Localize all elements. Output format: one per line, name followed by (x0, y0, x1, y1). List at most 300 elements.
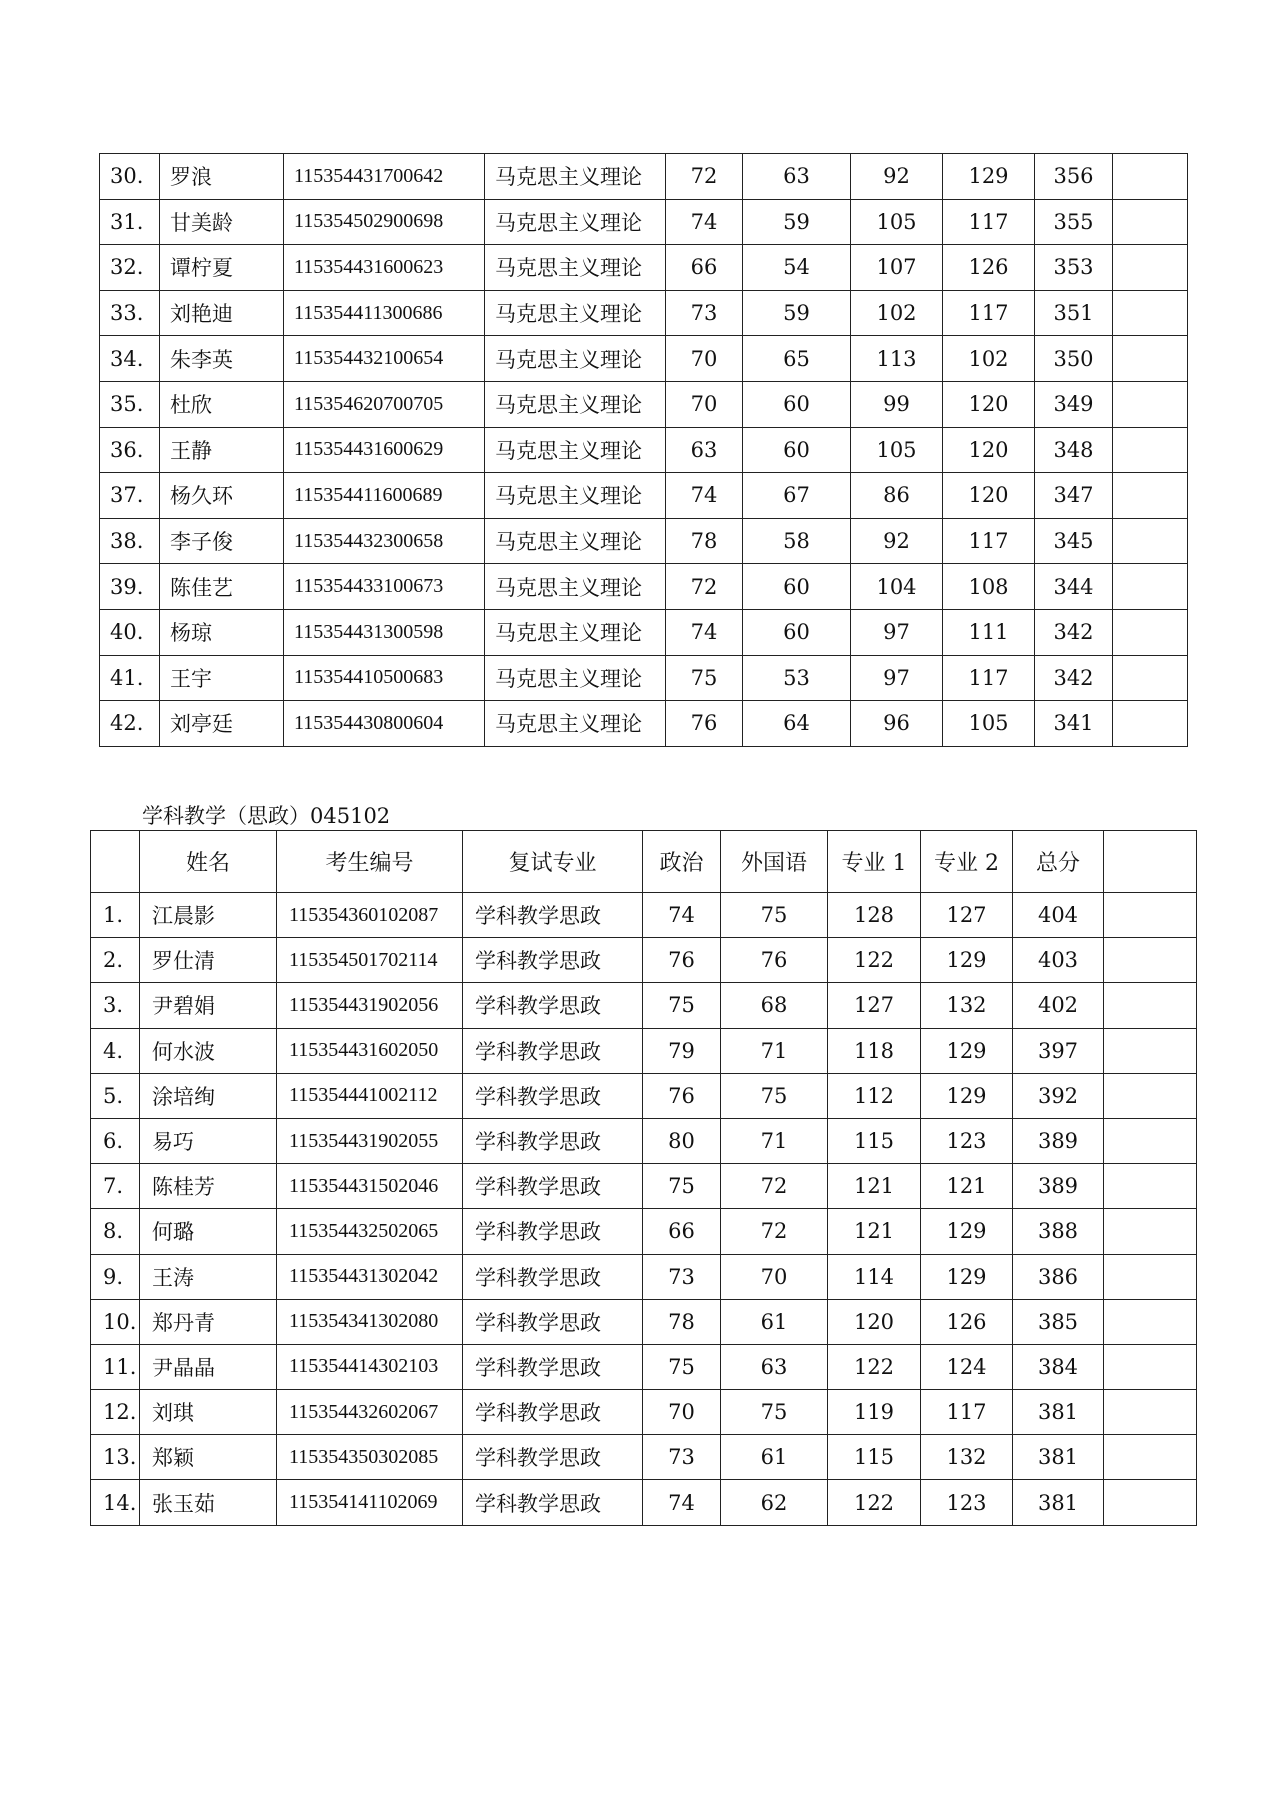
cell-major1: 97 (851, 655, 943, 701)
cell-major: 马克思主义理论 (485, 290, 666, 336)
cell-no: 3. (91, 983, 140, 1028)
table-header-row (91, 831, 1197, 893)
cell-id: 115354432100654 (284, 336, 485, 382)
cell-politics: 73 (643, 1435, 721, 1480)
cell-id: 115354341302080 (277, 1299, 463, 1344)
cell-major2: 120 (943, 381, 1035, 427)
table-row (91, 1028, 1197, 1073)
cell-major: 学科教学思政 (463, 1480, 643, 1525)
table-row (91, 1344, 1197, 1389)
cell-note (1104, 1118, 1197, 1163)
header-foreign: 外国语 (721, 831, 828, 893)
cell-id: 115354431602050 (277, 1028, 463, 1073)
cell-id: 115354431600623 (284, 245, 485, 291)
cell-major: 学科教学思政 (463, 1254, 643, 1299)
table-row (91, 938, 1197, 983)
cell-total: 341 (1035, 701, 1113, 747)
cell-foreign: 60 (743, 609, 851, 655)
cell-major: 学科教学思政 (463, 1435, 643, 1480)
cell-foreign: 76 (721, 938, 828, 983)
cell-note (1113, 518, 1188, 564)
cell-name: 刘艳迪 (160, 290, 284, 336)
cell-no: 12. (91, 1390, 140, 1435)
marxism-score-table (99, 153, 1188, 747)
table-row (91, 1209, 1197, 1254)
cell-politics: 73 (643, 1254, 721, 1299)
cell-id: 115354410500683 (284, 655, 485, 701)
cell-major2: 108 (943, 564, 1035, 610)
cell-major: 马克思主义理论 (485, 381, 666, 427)
cell-major1: 97 (851, 609, 943, 655)
cell-major2: 129 (921, 938, 1013, 983)
cell-total: 381 (1013, 1390, 1104, 1435)
cell-major: 马克思主义理论 (485, 609, 666, 655)
cell-note (1104, 938, 1197, 983)
cell-major2: 117 (943, 199, 1035, 245)
cell-total: 344 (1035, 564, 1113, 610)
cell-id: 115354431502046 (277, 1164, 463, 1209)
cell-major: 马克思主义理论 (485, 473, 666, 519)
cell-total: 345 (1035, 518, 1113, 564)
cell-name: 罗浪 (160, 154, 284, 200)
cell-no: 42. (100, 701, 160, 747)
cell-major1: 112 (828, 1073, 921, 1118)
cell-no: 14. (91, 1480, 140, 1525)
cell-note (1113, 290, 1188, 336)
cell-foreign: 65 (743, 336, 851, 382)
cell-politics: 79 (643, 1028, 721, 1073)
table-row (100, 427, 1188, 473)
cell-major2: 126 (943, 245, 1035, 291)
cell-politics: 76 (666, 701, 743, 747)
cell-major2: 120 (943, 427, 1035, 473)
cell-name: 尹碧娟 (140, 983, 277, 1028)
cell-politics: 70 (643, 1390, 721, 1435)
cell-name: 王静 (160, 427, 284, 473)
cell-name: 涂培绚 (140, 1073, 277, 1118)
cell-major1: 122 (828, 938, 921, 983)
cell-major: 学科教学思政 (463, 983, 643, 1028)
cell-major2: 105 (943, 701, 1035, 747)
cell-politics: 74 (643, 893, 721, 938)
header-total: 总分 (1013, 831, 1104, 893)
cell-major1: 121 (828, 1164, 921, 1209)
header-no (91, 831, 140, 893)
cell-politics: 63 (666, 427, 743, 473)
cell-major: 学科教学思政 (463, 1073, 643, 1118)
cell-no: 36. (100, 427, 160, 473)
cell-major2: 117 (921, 1390, 1013, 1435)
cell-total: 347 (1035, 473, 1113, 519)
cell-major: 学科教学思政 (463, 1164, 643, 1209)
cell-major1: 107 (851, 245, 943, 291)
cell-foreign: 62 (721, 1480, 828, 1525)
cell-no: 6. (91, 1118, 140, 1163)
cell-no: 2. (91, 938, 140, 983)
cell-major1: 102 (851, 290, 943, 336)
cell-total: 353 (1035, 245, 1113, 291)
cell-total: 389 (1013, 1164, 1104, 1209)
cell-total: 349 (1035, 381, 1113, 427)
table-row (91, 1254, 1197, 1299)
cell-foreign: 68 (721, 983, 828, 1028)
cell-total: 356 (1035, 154, 1113, 200)
table-row (100, 336, 1188, 382)
header-major1: 专业 1 (828, 831, 921, 893)
cell-politics: 70 (666, 381, 743, 427)
cell-total: 392 (1013, 1073, 1104, 1118)
cell-major1: 114 (828, 1254, 921, 1299)
cell-name: 刘亭廷 (160, 701, 284, 747)
cell-major: 学科教学思政 (463, 893, 643, 938)
cell-id: 115354430800604 (284, 701, 485, 747)
cell-no: 38. (100, 518, 160, 564)
cell-major1: 113 (851, 336, 943, 382)
cell-note (1113, 199, 1188, 245)
cell-id: 115354411300686 (284, 290, 485, 336)
cell-foreign: 53 (743, 655, 851, 701)
cell-major1: 122 (828, 1344, 921, 1389)
table-row (100, 518, 1188, 564)
cell-foreign: 72 (721, 1164, 828, 1209)
header-major2: 专业 2 (921, 831, 1013, 893)
cell-major: 马克思主义理论 (485, 245, 666, 291)
cell-politics: 72 (666, 154, 743, 200)
cell-major2: 123 (921, 1480, 1013, 1525)
cell-id: 115354431600629 (284, 427, 485, 473)
cell-total: 381 (1013, 1435, 1104, 1480)
cell-name: 何璐 (140, 1209, 277, 1254)
cell-major: 学科教学思政 (463, 1028, 643, 1073)
table-row (100, 199, 1188, 245)
cell-no: 10. (91, 1299, 140, 1344)
cell-note (1104, 1073, 1197, 1118)
cell-major2: 111 (943, 609, 1035, 655)
cell-politics: 74 (666, 473, 743, 519)
cell-name: 杜欣 (160, 381, 284, 427)
cell-note (1104, 1254, 1197, 1299)
cell-id: 115354441002112 (277, 1073, 463, 1118)
cell-id: 115354431300598 (284, 609, 485, 655)
cell-major2: 117 (943, 655, 1035, 701)
cell-politics: 74 (666, 199, 743, 245)
cell-total: 397 (1013, 1028, 1104, 1073)
cell-name: 朱李英 (160, 336, 284, 382)
cell-major: 马克思主义理论 (485, 701, 666, 747)
cell-foreign: 64 (743, 701, 851, 747)
cell-total: 355 (1035, 199, 1113, 245)
cell-note (1113, 381, 1188, 427)
cell-total: 348 (1035, 427, 1113, 473)
cell-id: 115354433100673 (284, 564, 485, 610)
cell-politics: 78 (666, 518, 743, 564)
cell-major: 学科教学思政 (463, 1390, 643, 1435)
cell-note (1113, 427, 1188, 473)
cell-major: 学科教学思政 (463, 1299, 643, 1344)
cell-foreign: 58 (743, 518, 851, 564)
cell-major1: 128 (828, 893, 921, 938)
table-row (100, 154, 1188, 200)
cell-major1: 119 (828, 1390, 921, 1435)
cell-name: 何水波 (140, 1028, 277, 1073)
cell-politics: 75 (666, 655, 743, 701)
cell-major: 马克思主义理论 (485, 564, 666, 610)
cell-foreign: 61 (721, 1435, 828, 1480)
cell-major1: 120 (828, 1299, 921, 1344)
cell-total: 342 (1035, 609, 1113, 655)
cell-major1: 92 (851, 518, 943, 564)
cell-name: 张玉茹 (140, 1480, 277, 1525)
cell-name: 易巧 (140, 1118, 277, 1163)
cell-politics: 76 (643, 1073, 721, 1118)
cell-foreign: 63 (743, 154, 851, 200)
cell-major2: 126 (921, 1299, 1013, 1344)
cell-major2: 129 (921, 1028, 1013, 1073)
cell-major2: 117 (943, 290, 1035, 336)
cell-total: 386 (1013, 1254, 1104, 1299)
table-row (91, 1435, 1197, 1480)
cell-id: 115354502900698 (284, 199, 485, 245)
cell-note (1104, 1480, 1197, 1525)
cell-major1: 96 (851, 701, 943, 747)
cell-note (1104, 893, 1197, 938)
cell-major2: 123 (921, 1118, 1013, 1163)
cell-foreign: 71 (721, 1028, 828, 1073)
cell-total: 385 (1013, 1299, 1104, 1344)
cell-name: 刘琪 (140, 1390, 277, 1435)
cell-major2: 129 (921, 1209, 1013, 1254)
cell-major2: 129 (943, 154, 1035, 200)
cell-major2: 129 (921, 1073, 1013, 1118)
cell-major1: 115 (828, 1435, 921, 1480)
cell-foreign: 71 (721, 1118, 828, 1163)
cell-foreign: 75 (721, 1073, 828, 1118)
cell-name: 王涛 (140, 1254, 277, 1299)
cell-id: 115354360102087 (277, 893, 463, 938)
cell-id: 115354431700642 (284, 154, 485, 200)
table-row (100, 245, 1188, 291)
cell-id: 115354414302103 (277, 1344, 463, 1389)
cell-note (1113, 336, 1188, 382)
cell-major1: 105 (851, 427, 943, 473)
cell-name: 郑丹青 (140, 1299, 277, 1344)
cell-no: 5. (91, 1073, 140, 1118)
cell-major: 学科教学思政 (463, 1118, 643, 1163)
table-row (100, 564, 1188, 610)
cell-total: 350 (1035, 336, 1113, 382)
cell-major1: 105 (851, 199, 943, 245)
cell-note (1104, 983, 1197, 1028)
cell-id: 115354141102069 (277, 1480, 463, 1525)
cell-name: 罗仕清 (140, 938, 277, 983)
cell-foreign: 54 (743, 245, 851, 291)
table-row (91, 983, 1197, 1028)
header-id: 考生编号 (277, 831, 463, 893)
cell-note (1113, 564, 1188, 610)
cell-no: 1. (91, 893, 140, 938)
cell-major1: 99 (851, 381, 943, 427)
cell-politics: 75 (643, 1344, 721, 1389)
cell-politics: 74 (666, 609, 743, 655)
cell-note (1104, 1028, 1197, 1073)
cell-foreign: 59 (743, 290, 851, 336)
cell-note (1104, 1209, 1197, 1254)
cell-total: 404 (1013, 893, 1104, 938)
table-row (100, 701, 1188, 747)
cell-foreign: 60 (743, 381, 851, 427)
cell-note (1104, 1299, 1197, 1344)
cell-id: 115354431902055 (277, 1118, 463, 1163)
cell-major2: 129 (921, 1254, 1013, 1299)
cell-no: 4. (91, 1028, 140, 1073)
cell-name: 尹晶晶 (140, 1344, 277, 1389)
cell-note (1113, 701, 1188, 747)
table-row (100, 381, 1188, 427)
cell-major1: 86 (851, 473, 943, 519)
cell-major2: 124 (921, 1344, 1013, 1389)
cell-foreign: 59 (743, 199, 851, 245)
cell-politics: 72 (666, 564, 743, 610)
cell-note (1104, 1435, 1197, 1480)
cell-note (1104, 1164, 1197, 1209)
cell-major: 马克思主义理论 (485, 427, 666, 473)
cell-id: 115354350302085 (277, 1435, 463, 1480)
cell-note (1113, 154, 1188, 200)
cell-politics: 70 (666, 336, 743, 382)
cell-name: 谭柠夏 (160, 245, 284, 291)
cell-major: 马克思主义理论 (485, 655, 666, 701)
cell-major1: 104 (851, 564, 943, 610)
cell-name: 李子俊 (160, 518, 284, 564)
header-major: 复试专业 (463, 831, 643, 893)
cell-note (1104, 1390, 1197, 1435)
cell-politics: 76 (643, 938, 721, 983)
cell-id: 115354411600689 (284, 473, 485, 519)
cell-no: 33. (100, 290, 160, 336)
table-row (91, 1390, 1197, 1435)
cell-no: 41. (100, 655, 160, 701)
cell-total: 381 (1013, 1480, 1104, 1525)
table-row (91, 1073, 1197, 1118)
cell-politics: 66 (643, 1209, 721, 1254)
section-title: 学科教学（思政）045102 (142, 804, 391, 828)
cell-no: 31. (100, 199, 160, 245)
cell-politics: 75 (643, 983, 721, 1028)
cell-major2: 102 (943, 336, 1035, 382)
cell-name: 陈佳艺 (160, 564, 284, 610)
cell-id: 115354432602067 (277, 1390, 463, 1435)
cell-foreign: 60 (743, 564, 851, 610)
cell-total: 389 (1013, 1118, 1104, 1163)
cell-foreign: 72 (721, 1209, 828, 1254)
table-row (100, 609, 1188, 655)
cell-total: 342 (1035, 655, 1113, 701)
cell-name: 陈桂芳 (140, 1164, 277, 1209)
cell-note (1113, 245, 1188, 291)
cell-no: 13. (91, 1435, 140, 1480)
cell-foreign: 70 (721, 1254, 828, 1299)
cell-no: 39. (100, 564, 160, 610)
cell-no: 8. (91, 1209, 140, 1254)
cell-major1: 92 (851, 154, 943, 200)
cell-foreign: 75 (721, 893, 828, 938)
cell-politics: 75 (643, 1164, 721, 1209)
cell-major1: 122 (828, 1480, 921, 1525)
cell-major2: 132 (921, 1435, 1013, 1480)
cell-major: 马克思主义理论 (485, 336, 666, 382)
cell-major: 学科教学思政 (463, 938, 643, 983)
table-row (100, 290, 1188, 336)
cell-foreign: 63 (721, 1344, 828, 1389)
cell-major2: 132 (921, 983, 1013, 1028)
cell-total: 403 (1013, 938, 1104, 983)
cell-no: 9. (91, 1254, 140, 1299)
cell-no: 34. (100, 336, 160, 382)
table-row (91, 893, 1197, 938)
cell-total: 384 (1013, 1344, 1104, 1389)
cell-no: 11. (91, 1344, 140, 1389)
cell-major1: 115 (828, 1118, 921, 1163)
cell-major: 马克思主义理论 (485, 199, 666, 245)
table-row (91, 1299, 1197, 1344)
cell-id: 115354432502065 (277, 1209, 463, 1254)
cell-id: 115354501702114 (277, 938, 463, 983)
cell-no: 35. (100, 381, 160, 427)
cell-no: 40. (100, 609, 160, 655)
cell-politics: 74 (643, 1480, 721, 1525)
cell-major2: 127 (921, 893, 1013, 938)
cell-note (1113, 655, 1188, 701)
cell-total: 351 (1035, 290, 1113, 336)
header-name: 姓名 (140, 831, 277, 893)
cell-name: 杨琼 (160, 609, 284, 655)
cell-major: 马克思主义理论 (485, 518, 666, 564)
header-note (1104, 831, 1197, 893)
cell-major2: 120 (943, 473, 1035, 519)
table-row (91, 1164, 1197, 1209)
cell-note (1104, 1344, 1197, 1389)
cell-no: 37. (100, 473, 160, 519)
cell-name: 江晨影 (140, 893, 277, 938)
cell-name: 王宇 (160, 655, 284, 701)
cell-foreign: 60 (743, 427, 851, 473)
cell-name: 杨久环 (160, 473, 284, 519)
cell-total: 388 (1013, 1209, 1104, 1254)
table-row (91, 1480, 1197, 1525)
cell-major: 马克思主义理论 (485, 154, 666, 200)
table-row (91, 1118, 1197, 1163)
cell-total: 402 (1013, 983, 1104, 1028)
table-row (100, 473, 1188, 519)
cell-foreign: 75 (721, 1390, 828, 1435)
cell-politics: 78 (643, 1299, 721, 1344)
cell-politics: 80 (643, 1118, 721, 1163)
cell-note (1113, 473, 1188, 519)
cell-major1: 127 (828, 983, 921, 1028)
cell-no: 30. (100, 154, 160, 200)
table-row (100, 655, 1188, 701)
cell-note (1113, 609, 1188, 655)
cell-major1: 118 (828, 1028, 921, 1073)
cell-politics: 66 (666, 245, 743, 291)
cell-id: 115354432300658 (284, 518, 485, 564)
cell-name: 郑颖 (140, 1435, 277, 1480)
cell-major: 学科教学思政 (463, 1209, 643, 1254)
header-politics: 政治 (643, 831, 721, 893)
cell-foreign: 67 (743, 473, 851, 519)
cell-foreign: 61 (721, 1299, 828, 1344)
cell-id: 115354620700705 (284, 381, 485, 427)
